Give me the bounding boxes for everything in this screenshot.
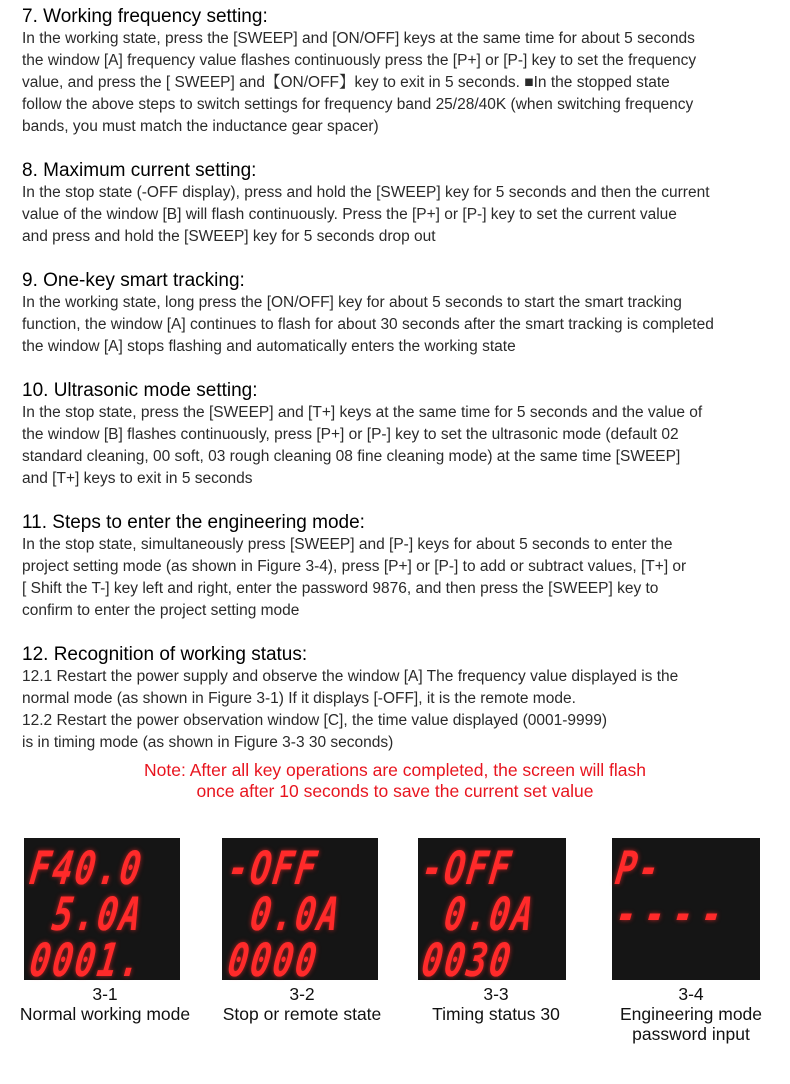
figure-number: 3-4	[678, 984, 704, 1004]
section-10	[22, 380, 784, 490]
figure-label: Stop or remote state	[222, 1004, 382, 1024]
display-row-a: -OFF	[418, 842, 516, 896]
section-body: In the working state, press the [SWEEP] and [ON/OFF] keys at the same time for about 5 seconds the window [A] frequency value flashes continuously press the [P+] or [P-] key to set the frequency value, and press the [ SWEEP] and【ON/OFF】key to exit in 5 seconds. ■In the stopped state follow the above steps to switch settings for frequency band 25/28/40K (when switching frequency bands, you must match the inductance gear spacer)	[22, 30, 697, 135]
display-row-c: 0000	[224, 934, 322, 988]
section-heading: 7. Working frequency setting:	[22, 6, 268, 27]
section-body: In the working state, long press the [ON/OFF] key for about 5 seconds to start the smart tracking function, the window [A] continues to flash for about 30 seconds after the smart tracking is completed the window [A] stops flashing and automatically enters the working state	[22, 294, 714, 355]
figure-caption-3-3	[404, 984, 588, 1024]
figure-label: Engineering mode	[619, 1004, 763, 1024]
section-8	[22, 160, 784, 248]
section-body: In the stop state (-OFF display), press and hold the [SWEEP] key for 5 seconds and then the current value of the window [B] will flash continuously. Press the [P+] or [P-] key to set the current value and press and hold the [SWEEP] key for 5 seconds drop out	[22, 184, 710, 245]
section-heading: 8. Maximum current setting:	[22, 160, 257, 181]
figure-number: 3-2	[289, 984, 315, 1004]
display-panel-3-3	[418, 838, 566, 988]
display-row-a: -OFF	[224, 842, 322, 896]
display-row-a: P-	[612, 842, 665, 896]
display-panel-3-1	[24, 838, 180, 988]
display-row-c: 0001.	[26, 934, 147, 988]
display-row-b: 0.0A	[224, 888, 345, 942]
section-heading: 10. Ultrasonic mode setting:	[22, 380, 258, 401]
display-panel-3-4	[612, 838, 760, 980]
figure-number: 3-1	[92, 984, 118, 1004]
note-line-2: once after 10 seconds to save the current set value	[196, 781, 594, 801]
section-body: In the stop state, press the [SWEEP] and [T+] keys at the same time for 5 seconds and the value of the window [B] flashes continuously, press [P+] or [P-] key to set the ultrasonic mode (default 02 standard cleaning, 00 soft, 03 rough cleaning 08 fine cleaning mode) at the same time [SWEEP] and [T+] keys to exit in 5 seconds	[22, 404, 703, 487]
figure-caption-3-4	[596, 984, 786, 1044]
note-line-1: Note: After all key operations are completed, the screen will flash	[144, 760, 646, 780]
section-body: 12.1 Restart the power supply and observe the window [A] The frequency value displayed is the normal mode (as shown in Figure 3-1) If it displays [-OFF], it is the remote mode. 12.2 Restart the power observation window [C], the time value displayed (0001-9999) is in timing mode (as shown in Figure 3-3 30 seconds)	[22, 668, 679, 751]
section-heading: 11. Steps to enter the engineering mode:	[22, 512, 365, 533]
display-row-c: 0030	[418, 934, 516, 988]
display-row-b: 5.0A	[26, 888, 147, 942]
figure-label: Normal working mode	[19, 1004, 191, 1024]
figure-label: Timing status 30	[432, 1004, 560, 1024]
display-panel-3-2	[222, 838, 378, 988]
section-heading: 9. One-key smart tracking:	[22, 270, 245, 291]
display-row-a: F40.0	[26, 842, 147, 896]
section-heading: 12. Recognition of working status:	[22, 644, 308, 665]
section-9	[22, 270, 784, 358]
section-12	[22, 644, 784, 754]
figure-caption-3-1	[4, 984, 206, 1024]
section-11	[22, 512, 784, 622]
save-note	[0, 760, 790, 802]
figure-caption-3-2	[200, 984, 404, 1024]
display-row-b: ----	[612, 888, 734, 942]
section-7	[22, 6, 784, 138]
figure-number: 3-3	[483, 984, 509, 1004]
figure-label-line-2: password input	[632, 1024, 750, 1044]
display-row-b: 0.0A	[418, 888, 539, 942]
section-body: In the stop state, simultaneously press [SWEEP] and [P-] keys for about 5 seconds to enter the project setting mode (as shown in Figure 3-4), press [P+] or [P-] to add or subtract values, [T+] or [ Shift the T-] key left and right, enter the password 9876, and then press the [SWEEP] key to confirm to enter the project setting mode	[22, 536, 687, 619]
